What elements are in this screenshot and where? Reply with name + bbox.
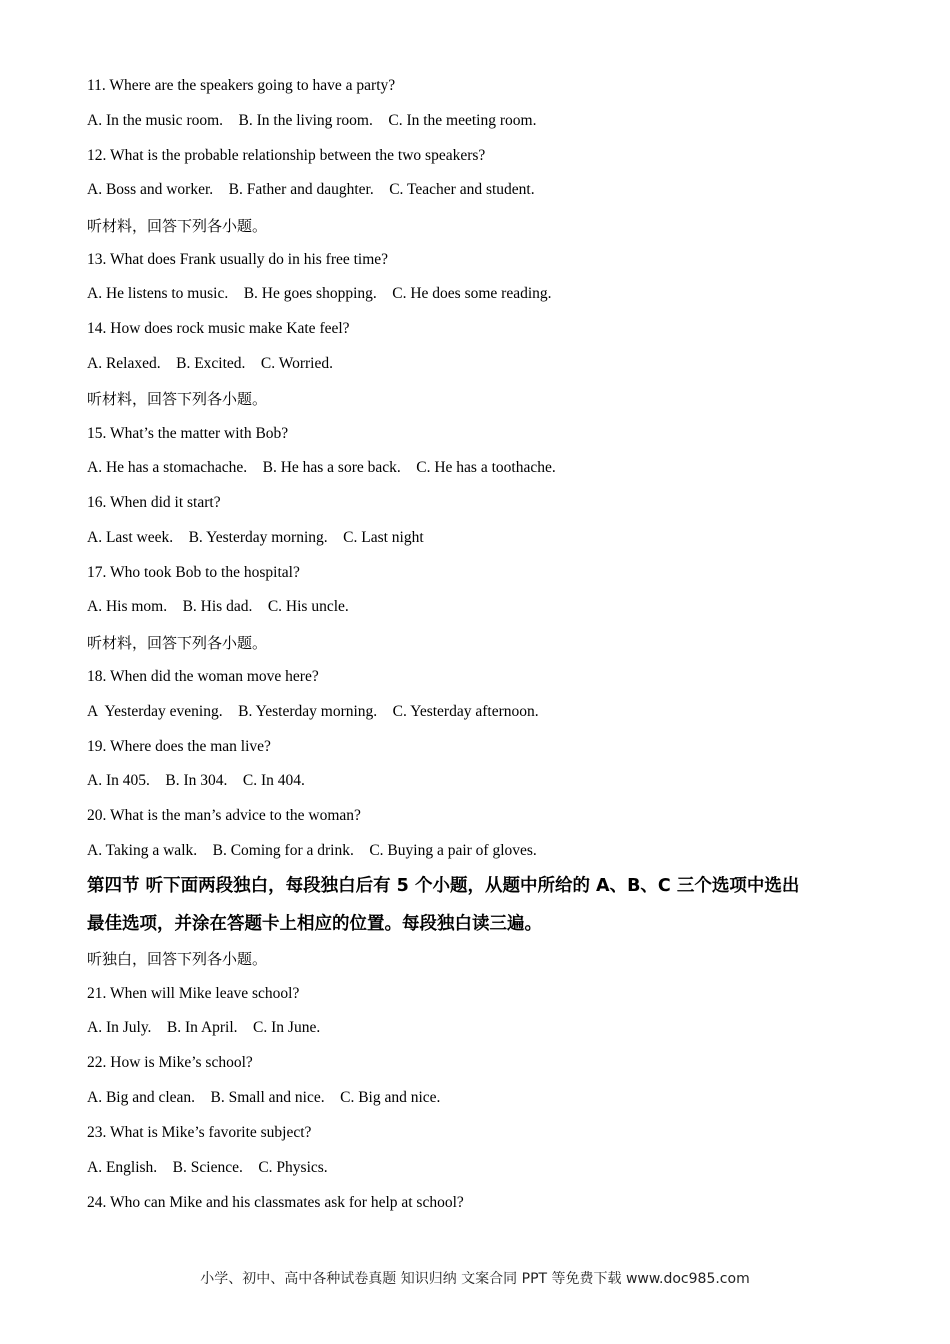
options-12: A. Boss and worker. B. Father and daughter. C. Teacher and student. — [87, 181, 535, 198]
question-14: 14. How does rock music make Kate feel? — [87, 320, 350, 337]
options-11: A. In the music room. B. In the living room. C. In the meeting room. — [87, 112, 537, 129]
section-instruction: 听独白，回答下列各小题。 — [87, 950, 268, 968]
options-15: A. He has a stomachache. B. He has a sore back. C. He has a toothache. — [87, 459, 556, 476]
question-12: 12. What is the probable relationship between the two speakers? — [87, 147, 486, 164]
options-19: A. In 405. B. In 304. C. In 404. — [87, 772, 305, 789]
question-13: 13. What does Frank usually do in his free time? — [87, 251, 389, 268]
question-17: 17. Who took Bob to the hospital? — [87, 564, 300, 581]
section-instruction: 听材料，回答下列各小题。 — [87, 634, 268, 652]
section-instruction: 听材料，回答下列各小题。 — [87, 390, 268, 408]
question-15: 15. What’s the matter with Bob? — [87, 425, 289, 442]
options-22: A. Big and clean. B. Small and nice. C. Big and nice. — [87, 1089, 441, 1106]
options-18: A Yesterday evening. B. Yesterday morning. C. Yesterday afternoon. — [87, 703, 539, 720]
options-14: A. Relaxed. B. Excited. C. Worried. — [87, 355, 333, 372]
options-17: A. His mom. B. His dad. C. His uncle. — [87, 598, 349, 615]
question-23: 23. What is Mike’s favorite subject? — [87, 1124, 312, 1141]
options-21: A. In July. B. In April. C. In June. — [87, 1019, 321, 1036]
options-23: A. English. B. Science. C. Physics. — [87, 1159, 328, 1176]
question-20: 20. What is the man’s advice to the woman? — [87, 807, 361, 824]
question-16: 16. When did it start? — [87, 494, 221, 511]
question-24: 24. Who can Mike and his classmates ask for help at school? — [87, 1194, 464, 1211]
options-13: A. He listens to music. B. He goes shopping. C. He does some reading. — [87, 285, 552, 302]
question-21: 21. When will Mike leave school? — [87, 985, 300, 1002]
page-footer: 小学、初中、高中各种试卷真题 知识归纳 文案合同 PPT 等免费下载 www.doc985.com — [200, 1271, 750, 1287]
question-18: 18. When did the woman move here? — [87, 668, 319, 685]
section-instruction: 听材料，回答下列各小题。 — [87, 217, 268, 235]
options-16: A. Last week. B. Yesterday morning. C. Last night — [87, 529, 424, 546]
options-20: A. Taking a walk. B. Coming for a drink. C. Buying a pair of gloves. — [87, 842, 537, 859]
section-heading-part4-cont: 最佳选项，并涂在答题卡上相应的位置。每段独白读三遍。 — [87, 914, 542, 934]
question-19: 19. Where does the man live? — [87, 738, 271, 755]
section-heading-part4: 第四节 听下面两段独白，每段独白后有 5 个小题，从题中所给的 A、B、C 三个选项中选出 — [87, 876, 800, 896]
question-22: 22. How is Mike’s school? — [87, 1054, 253, 1071]
question-11: 11. Where are the speakers going to have a party? — [87, 77, 396, 94]
